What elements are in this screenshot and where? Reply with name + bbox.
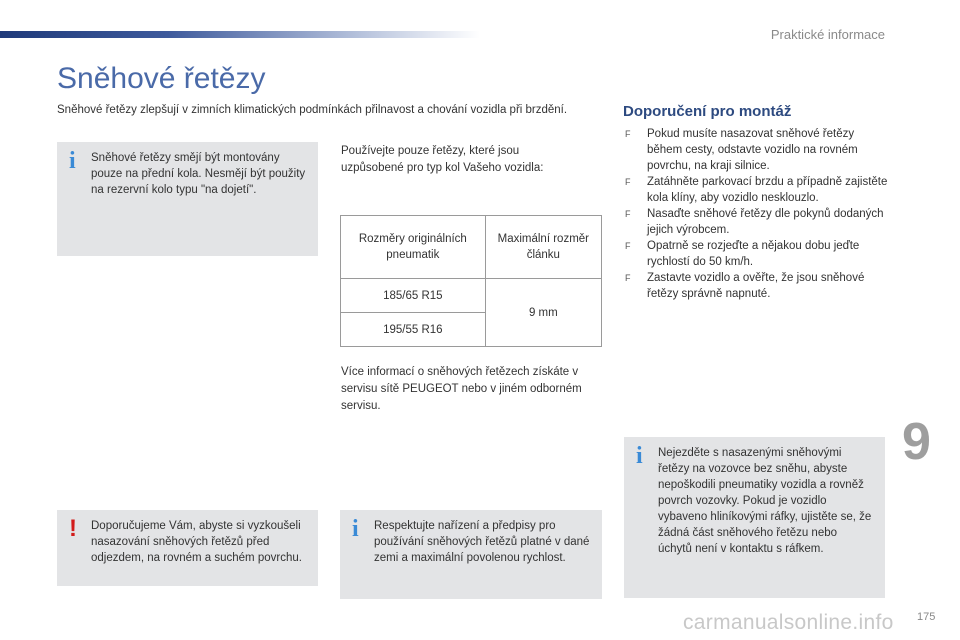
warning-icon: ! [69, 515, 77, 542]
note-text: Doporučujeme Vám, abyste si vyzkoušeli nasazování sněhových řetězů před odjezdem, na rovném a suchém povrchu. [91, 520, 302, 564]
tire-size-cell: 185/65 R15 [341, 279, 486, 313]
info-icon: i [352, 516, 359, 542]
mounting-steps-list [623, 126, 888, 302]
info-note-regulations [340, 510, 602, 599]
watermark: carmanualsonline.info [683, 611, 894, 634]
bullet-icon: F [625, 241, 631, 251]
step-text: Pokud musíte nasazovat sněhové řetězy během cesty, odstavte vozidlo na rovném povrchu, na kraji silnice. [647, 128, 858, 172]
table-row [341, 279, 602, 313]
chapter-number: 9 [902, 413, 931, 471]
info-icon: i [69, 148, 76, 174]
bullet-icon: F [625, 273, 631, 283]
list-item [623, 206, 888, 238]
bullet-icon: F [625, 209, 631, 219]
table-header-row [341, 216, 602, 279]
note-text: Nejezděte s nasazenými sněhovými řetězy na vozovce bez sněhu, abyste nepoškodili pneumatiky vozidla a rovněž povrch vozovky. Pokud je vozidlo vybaveno hliníkovými ráfky, ujistěte se, že žádná část sněhového řetězu nebo úchytů není v kontaktu s ráfkem. [658, 447, 872, 555]
chain-size-table [340, 215, 602, 347]
more-info-text: Více informací o sněhových řetězech získáte v servisu sítě PEUGEOT nebo v jiném odborném servisu. [341, 366, 582, 412]
page-title: Sněhové řetězy [57, 62, 266, 95]
bullet-icon: F [625, 129, 631, 139]
info-note-front-wheels [57, 142, 318, 256]
step-text: Zastavte vozidlo a ověřte, že jsou sněhové řetězy správně napnuté. [647, 272, 865, 300]
list-item [623, 126, 888, 174]
info-icon: i [636, 443, 643, 469]
tire-size-cell: 195/55 R16 [341, 313, 486, 347]
note-text: Respektujte nařízení a předpisy pro používání sněhových řetězů platné v dané zemi a maximální povolenou rychlost. [374, 520, 590, 564]
section-name: Praktické informace [770, 27, 885, 42]
max-link-cell: 9 mm [485, 279, 601, 347]
bullet-icon: F [625, 177, 631, 187]
intro-text: Sněhové řetězy zlepšují v zimních klimatických podmínkách přilnavost a chování vozidla při brzdění. [57, 104, 568, 116]
step-text: Nasaďte sněhové řetězy dle pokynů dodaných jejich výrobcem. [647, 208, 884, 236]
list-item [623, 174, 888, 206]
list-item [623, 270, 888, 302]
table-header-tire-size: Rozměry originálních pneumatik [341, 216, 486, 279]
chains-use-text: Používejte pouze řetězy, které jsou uzpůsobené pro typ kol Vašeho vozidla: [341, 145, 544, 174]
header-accent-bar [0, 31, 480, 38]
mounting-heading: Doporučení pro montáž [623, 103, 792, 120]
list-item [623, 238, 888, 270]
table-header-max-link: Maximální rozměr článku [485, 216, 601, 279]
step-text: Opatrně se rozjeďte a nějakou dobu jeďte rychlostí do 50 km/h. [647, 240, 860, 268]
info-note-alloy-wheels [624, 437, 885, 598]
page-number: 175 [917, 611, 936, 623]
step-text: Zatáhněte parkovací brzdu a případně zajistěte kola klíny, aby vozidlo nesklouzlo. [647, 176, 888, 204]
note-text: Sněhové řetězy smějí být montovány pouze na přední kola. Nesmějí být použity na rezervní kolo typu "na dojetí". [91, 152, 306, 196]
warning-note-practice [57, 510, 318, 586]
